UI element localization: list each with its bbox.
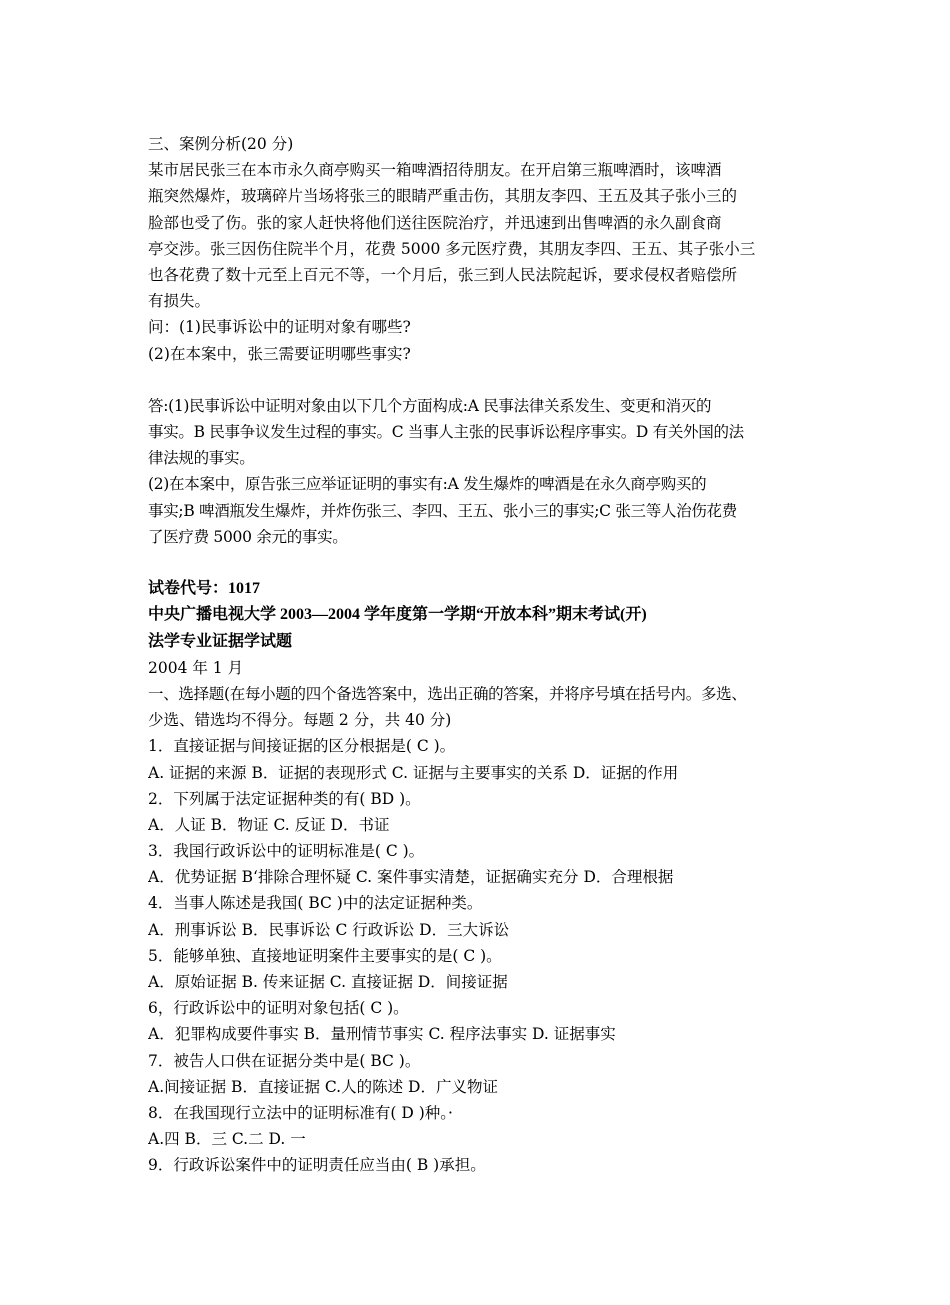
answer-line: 律法规的事实。 bbox=[148, 449, 255, 468]
case-line: 某市居民张三在本市永久商亭购买一箱啤酒招待朋友。在开启第三瓶啤酒时，该啤酒 bbox=[148, 161, 722, 180]
option-line: A.间接证据 B．直接证据 C.人的陈述 D．广义物证 bbox=[148, 1077, 498, 1096]
question-item: 4．当事人陈述是我国( BC )中的法定证据种类。 bbox=[148, 894, 483, 913]
case-line: 也各花费了数十元至上百元不等，一个月后，张三到人民法院起诉，要求侵权者赔偿所 bbox=[148, 265, 738, 284]
option-line: A．人证 B．物证 C. 反证 D．书证 bbox=[148, 815, 390, 834]
answer-line: 答:(1)民事诉讼中证明对象由以下几个方面构成:A 民事法律关系发生、变更和消灭的 bbox=[148, 396, 712, 415]
question-2: (2)在本案中，张三需要证明哪些事实? bbox=[148, 344, 411, 363]
case-line: 脸部也受了伤。张的家人赶快将他们送往医院治疗，并迅速到出售啤酒的永久副食商 bbox=[148, 213, 722, 232]
option-line: A．原始证据 B. 传来证据 C. 直接证据 D．间接证据 bbox=[148, 973, 508, 991]
case-line: 有损失。 bbox=[148, 292, 211, 311]
question-item: 3．我国行政诉讼中的证明标准是( C )。 bbox=[148, 842, 425, 861]
exam-university-title: 中央广播电视大学 2003—2004 学年度第一学期“开放本科”期末考试(开) bbox=[148, 606, 647, 624]
exam-header bbox=[148, 576, 828, 681]
case-analysis-heading: 三、案例分析(20 分) bbox=[148, 135, 294, 153]
answer-line: 事实;B 啤酒瓶发生爆炸，并炸伤张三、李四、王五、张小三的事实;C 张三等人治伤花费 bbox=[148, 501, 737, 520]
option-line: A．优势证据 B‘排除合理怀疑 C. 案件事实清楚，证据确实充分 D．合理根据 bbox=[148, 868, 674, 887]
question-item: 6，行政诉讼中的证明对象包括( C )。 bbox=[148, 999, 409, 1018]
choice-section bbox=[148, 681, 828, 1179]
question-item: 7．被告人口供在证据分类中是( BC )。 bbox=[148, 1051, 421, 1070]
case-description bbox=[148, 157, 828, 314]
question-item: 8．在我国现行立法中的证明标准有( D )种。· bbox=[148, 1103, 453, 1122]
case-line: 亭交涉。张三因伤住院半个月，花费 5000 多元医疗费，其朋友李四、王五、其子张小三 bbox=[148, 239, 756, 258]
exam-subject-title: 法学专业证据学试题 bbox=[148, 632, 293, 650]
blank-line bbox=[148, 367, 828, 393]
document-page bbox=[148, 131, 828, 1179]
question-1: 问：(1)民事诉讼中的证明对象有哪些? bbox=[148, 318, 411, 337]
choice-instruction: 少选、错选均不得分。每题 2 分，共 40 分) bbox=[148, 711, 452, 730]
blank-line bbox=[148, 550, 828, 576]
option-line: A.四 B．三 C.二 D. 一 bbox=[148, 1130, 306, 1149]
exam-date: 2004 年 1 月 bbox=[148, 658, 244, 677]
option-line: A. 证据的来源 B．证据的表现形式 C. 证据与主要事实的关系 D．证据的作用 bbox=[148, 763, 679, 782]
answer-line: 了医疗费 5000 余元的事实。 bbox=[148, 527, 348, 546]
question-item: 5．能够单独、直接地证明案件主要事实的是( C )。 bbox=[148, 946, 502, 965]
answer-line: (2)在本案中，原告张三应举证证明的事实有:A 发生爆炸的啤酒是在永久商亭购买的 bbox=[148, 475, 707, 494]
option-line: A．犯罪构成要件事实 B．量刑情节事实 C. 程序法事实 D. 证据事实 bbox=[148, 1025, 616, 1044]
question-item: 9．行政诉讼案件中的证明责任应当由( B )承担。 bbox=[148, 1156, 486, 1175]
exam-code: 试卷代号：1017 bbox=[148, 580, 261, 598]
question-item: 2．下列属于法定证据种类的有( BD )。 bbox=[148, 789, 421, 808]
answer-block bbox=[148, 393, 828, 550]
question-item: 1．直接证据与间接证据的区分根据是( C )。 bbox=[148, 737, 456, 756]
option-line: A．刑事诉讼 B．民事诉讼 C 行政诉讼 D．三大诉讼 bbox=[148, 920, 510, 939]
choice-instruction: 一、选择题(在每小题的四个备选答案中，选出正确的答案，并将序号填在括号内。多选、 bbox=[148, 684, 747, 703]
answer-line: 事实。B 民事争议发生过程的事实。C 当事人主张的民事诉讼程序事实。D 有关外国的法 bbox=[148, 423, 744, 442]
case-line: 瓶突然爆炸，玻璃碎片当场将张三的眼睛严重击伤，其朋友李四、王五及其子张小三的 bbox=[148, 187, 738, 206]
